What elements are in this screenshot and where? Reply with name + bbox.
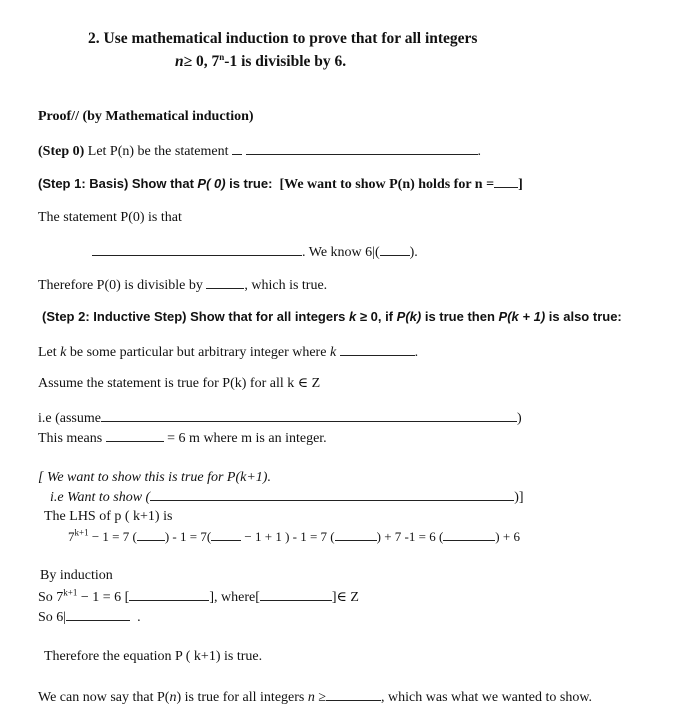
p0-statement-line: The statement P(0) is that (38, 210, 182, 225)
want-show-blank[interactable] (150, 487, 514, 501)
so6-blank[interactable] (66, 607, 130, 621)
expansion-blank-1[interactable] (137, 527, 165, 541)
p0-divides-blank[interactable] (380, 242, 410, 256)
so-line: So $7^{k+1} - 1 = 6$ [ ], where[ ]∈ Z (38, 587, 359, 605)
p0-know-line: . We know 6|( ). (92, 242, 418, 262)
step0-blank-a[interactable] (232, 141, 242, 155)
problem-title-line2: n≥ 0, 7$^n$-1 is divisible by 6. (175, 51, 347, 70)
so-blank-2[interactable] (260, 587, 332, 601)
therefore-eq-line: Therefore the equation P ( k+1) is true. (44, 649, 263, 664)
divisible-by-blank[interactable] (206, 275, 244, 289)
so-blank-1[interactable] (129, 587, 209, 601)
p0-statement-blank[interactable] (92, 242, 302, 256)
assume-line: Assume the statement is true for P(k) for all k ∈ Z (38, 376, 321, 391)
conclusion-blank[interactable] (326, 687, 381, 701)
assume-blank[interactable] (101, 408, 517, 422)
expansion-blank-3[interactable] (335, 527, 377, 541)
therefore-p0-line: Therefore P(0) is divisible by , which is true. (38, 275, 327, 295)
this-means-blank[interactable] (106, 428, 164, 442)
step1-line: (Step 1: Basis) Show that P( 0) is true: [We want to show P(n) holds for n = ] (38, 176, 523, 192)
want-show-ie-line: i.e Want to show ( )] (50, 487, 524, 507)
conclusion-line: We can now say that P(n) is true for all integers n ≥ , which was what we wanted to show. (38, 687, 592, 707)
lhs-line: The LHS of p ( k+1) is (44, 509, 173, 524)
step0-line: (Step 0) Let P(n) be the statement . (38, 141, 481, 161)
step1-n-blank[interactable] (494, 174, 518, 188)
this-means-line: This means = 6 m where m is an integer. (38, 428, 327, 448)
step2-line: (Step 2: Inductive Step) Show that for all integers k ≥ 0, if P(k) is true then P(k + 1) is also true: (42, 309, 622, 324)
expansion-line: $7^{k+1} - 1 = 7$ ( ) - 1 = 7( − 1 + 1 ) - 1 = 7 ( ) + 7 -1 = 6 ( ) + 6 (68, 527, 520, 544)
expansion-blank-2[interactable] (211, 527, 241, 541)
so6-line: So 6| . (38, 607, 141, 627)
problem-title-line1: 2. Use mathematical induction to prove that for all integers (88, 30, 478, 47)
by-induction-line: By induction (40, 568, 113, 583)
proof-heading: Proof// (by Mathematical induction) (38, 109, 254, 124)
let-k-line: Let k be some particular but arbitrary integer where k . (38, 342, 418, 362)
step0-blank-b[interactable] (246, 141, 478, 155)
want-show-line: [ We want to show this is true for P(k+1). (38, 470, 271, 485)
ie-assume-line: i.e (assume ) (38, 408, 522, 428)
k-condition-blank[interactable] (340, 342, 415, 356)
expansion-blank-4[interactable] (443, 527, 495, 541)
